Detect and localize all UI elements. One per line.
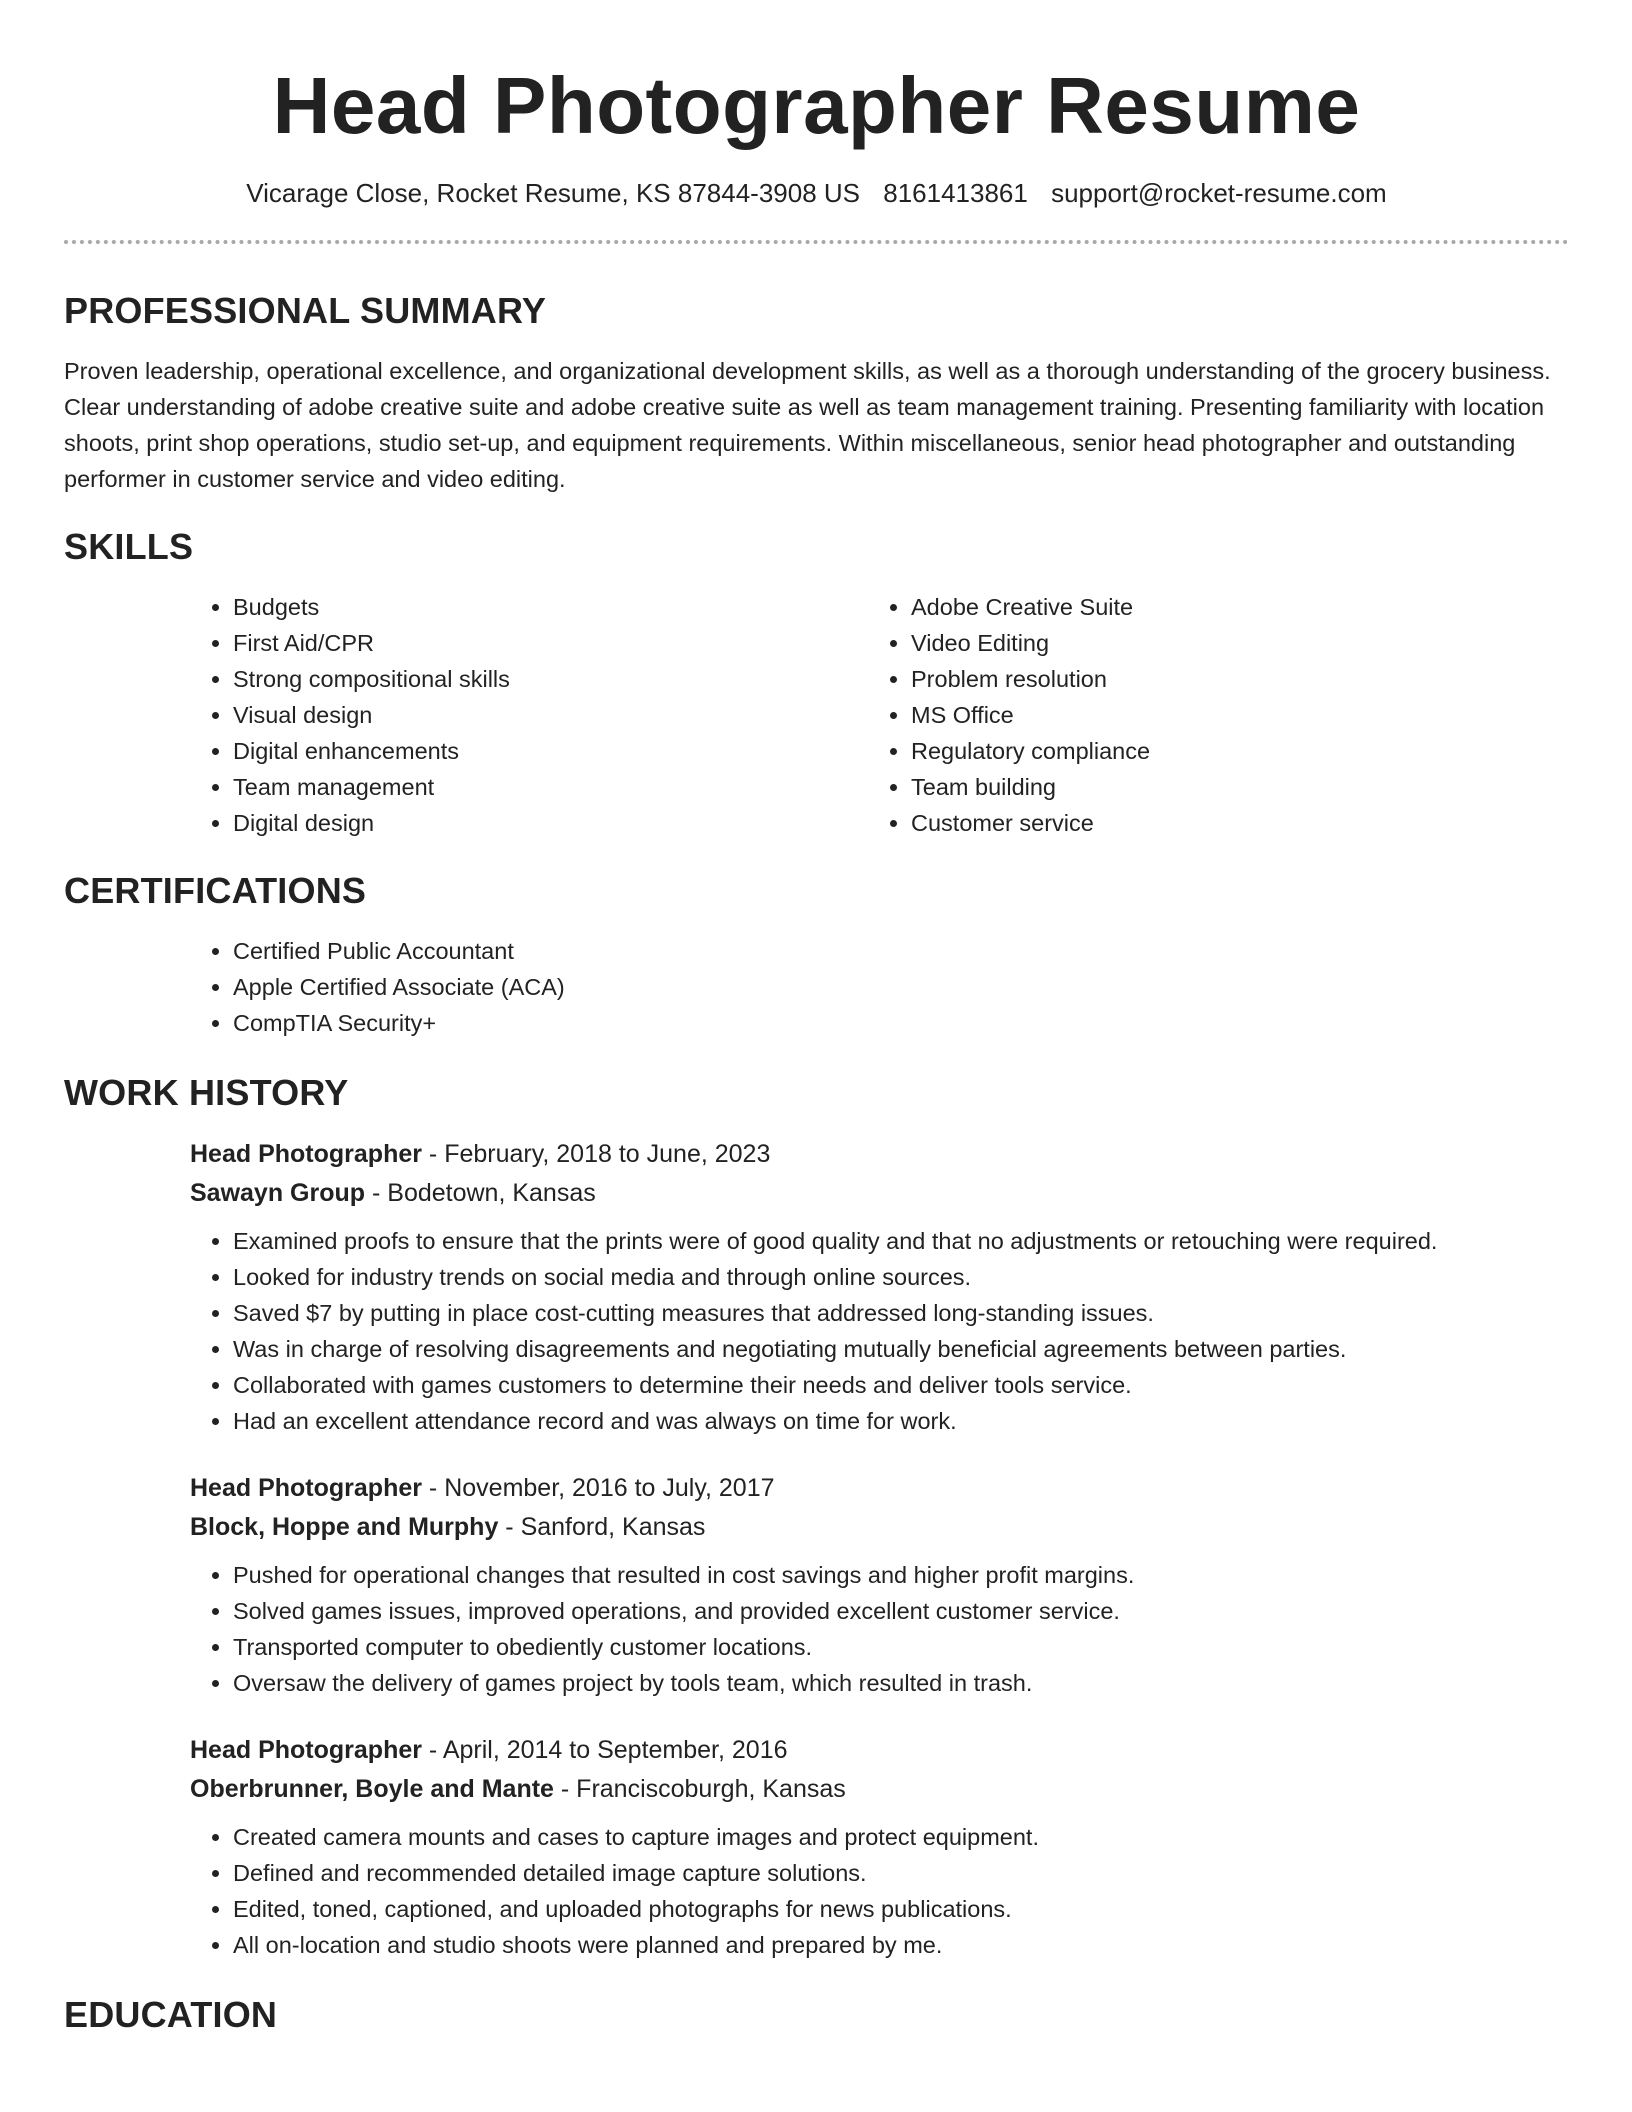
certification-item: • Certified Public Accountant [233, 933, 1569, 969]
skill-item: • Strong compositional skills [233, 661, 868, 697]
job-title-line [190, 1135, 1569, 1174]
skill-item: • Regulatory compliance [911, 733, 1546, 769]
skill-item: • Team building [911, 769, 1546, 805]
job-entry [190, 1731, 1569, 1963]
job-bullet: • All on-location and studio shoots were planned and prepared by me. [233, 1927, 1569, 1963]
job-bullet: • Edited, toned, captioned, and uploaded photographs for news publications. [233, 1891, 1569, 1927]
job-bullets [190, 1223, 1569, 1439]
education-heading: EDUCATION [64, 1994, 278, 2035]
summary-text: Proven leadership, operational excellence, and organizational development skills, as well as a thorough understanding of the grocery business. Clear understanding of adobe creative suite and adobe creative suite as well as team management training. Presenting familiarity with location shoots, print shop operations, studio set-up, and equipment requirements. Within miscellaneous, senior head photographer and outstanding performer in customer service and video editing. [64, 358, 1551, 492]
job-company-line [190, 1174, 1569, 1213]
skill-item: • Video Editing [911, 625, 1546, 661]
skill-item: • Problem resolution [911, 661, 1546, 697]
contact-phone: 8161413861 [883, 178, 1028, 208]
certifications-section [64, 869, 1569, 1041]
contact-line [64, 176, 1569, 210]
skill-item: • Digital design [233, 805, 868, 841]
job-bullet: • Pushed for operational changes that resulted in cost savings and higher profit margins. [233, 1557, 1569, 1593]
summary-section [64, 289, 1569, 497]
job-bullet: • Solved games issues, improved operations, and provided excellent customer service. [233, 1593, 1569, 1629]
resume-page [64, 0, 1569, 2037]
certifications-heading: CERTIFICATIONS [64, 870, 367, 911]
skills-section [64, 525, 1569, 841]
job-company: Sawayn Group [190, 1179, 366, 1207]
job-dates: - April, 2014 to September, 2016 [421, 1736, 788, 1764]
job-bullet: • Had an excellent attendance record and was always on time for work. [233, 1403, 1569, 1439]
job-company: Oberbrunner, Boyle and Mante [190, 1775, 554, 1803]
job-bullet: • Defined and recommended detailed image capture solutions. [233, 1855, 1569, 1891]
job-entry [190, 1135, 1569, 1439]
job-bullets [190, 1557, 1569, 1701]
job-role: Head Photographer [190, 1736, 422, 1764]
job-company: Block, Hoppe and Murphy [190, 1513, 499, 1541]
job-bullet: • Looked for industry trends on social media and through online sources. [233, 1259, 1569, 1295]
skills-column-left [190, 589, 868, 841]
resume-title: Head Photographer Resume [272, 61, 1361, 150]
job-bullet: • Saved $7 by putting in place cost-cutting measures that addressed long-standing issues. [233, 1295, 1569, 1331]
job-bullet: • Oversaw the delivery of games project by tools team, which resulted in trash. [233, 1665, 1569, 1701]
skill-item: • First Aid/CPR [233, 625, 868, 661]
job-company-line [190, 1508, 1569, 1547]
job-bullets [190, 1819, 1569, 1963]
job-company-line [190, 1770, 1569, 1809]
summary-heading: PROFESSIONAL SUMMARY [64, 290, 547, 331]
skills-heading: SKILLS [64, 526, 194, 567]
header-divider [64, 240, 1569, 244]
job-bullet: • Created camera mounts and cases to capture images and protect equipment. [233, 1819, 1569, 1855]
job-role: Head Photographer [190, 1474, 422, 1502]
skill-item: • Visual design [233, 697, 868, 733]
skills-grid [190, 589, 1569, 841]
job-location: - Franciscoburgh, Kansas [553, 1775, 846, 1803]
job-bullet: • Transported computer to obediently customer locations. [233, 1629, 1569, 1665]
skill-item: • Customer service [911, 805, 1546, 841]
skill-item: • Budgets [233, 589, 868, 625]
certification-item: • CompTIA Security+ [233, 1005, 1569, 1041]
certification-item: • Apple Certified Associate (ACA) [233, 969, 1569, 1005]
work-history-section [64, 1071, 1569, 1963]
job-bullet: • Was in charge of resolving disagreements and negotiating mutually beneficial agreements between parties. [233, 1331, 1569, 1367]
job-location: - Sanford, Kansas [498, 1513, 706, 1541]
job-role: Head Photographer [190, 1140, 422, 1168]
work-history-heading: WORK HISTORY [64, 1072, 349, 1113]
contact-address: Vicarage Close, Rocket Resume, KS 87844-3908 US [246, 178, 861, 208]
job-bullet: • Collaborated with games customers to determine their needs and deliver tools service. [233, 1367, 1569, 1403]
job-entry [190, 1469, 1569, 1701]
skill-item: • Digital enhancements [233, 733, 868, 769]
skill-item: • Adobe Creative Suite [911, 589, 1546, 625]
contact-email: support@rocket-resume.com [1051, 178, 1387, 208]
job-dates: - November, 2016 to July, 2017 [421, 1474, 775, 1502]
job-title-line [190, 1469, 1569, 1508]
skills-column-right [868, 589, 1546, 841]
skill-item: • MS Office [911, 697, 1546, 733]
job-title-line [190, 1731, 1569, 1770]
education-section [64, 1993, 1569, 2037]
job-dates: - February, 2018 to June, 2023 [421, 1140, 771, 1168]
job-location: - Bodetown, Kansas [365, 1179, 596, 1207]
skill-item: • Team management [233, 769, 868, 805]
job-bullet: • Examined proofs to ensure that the prints were of good quality and that no adjustments or retouching were required. [233, 1223, 1569, 1259]
certifications-list [190, 933, 1569, 1041]
